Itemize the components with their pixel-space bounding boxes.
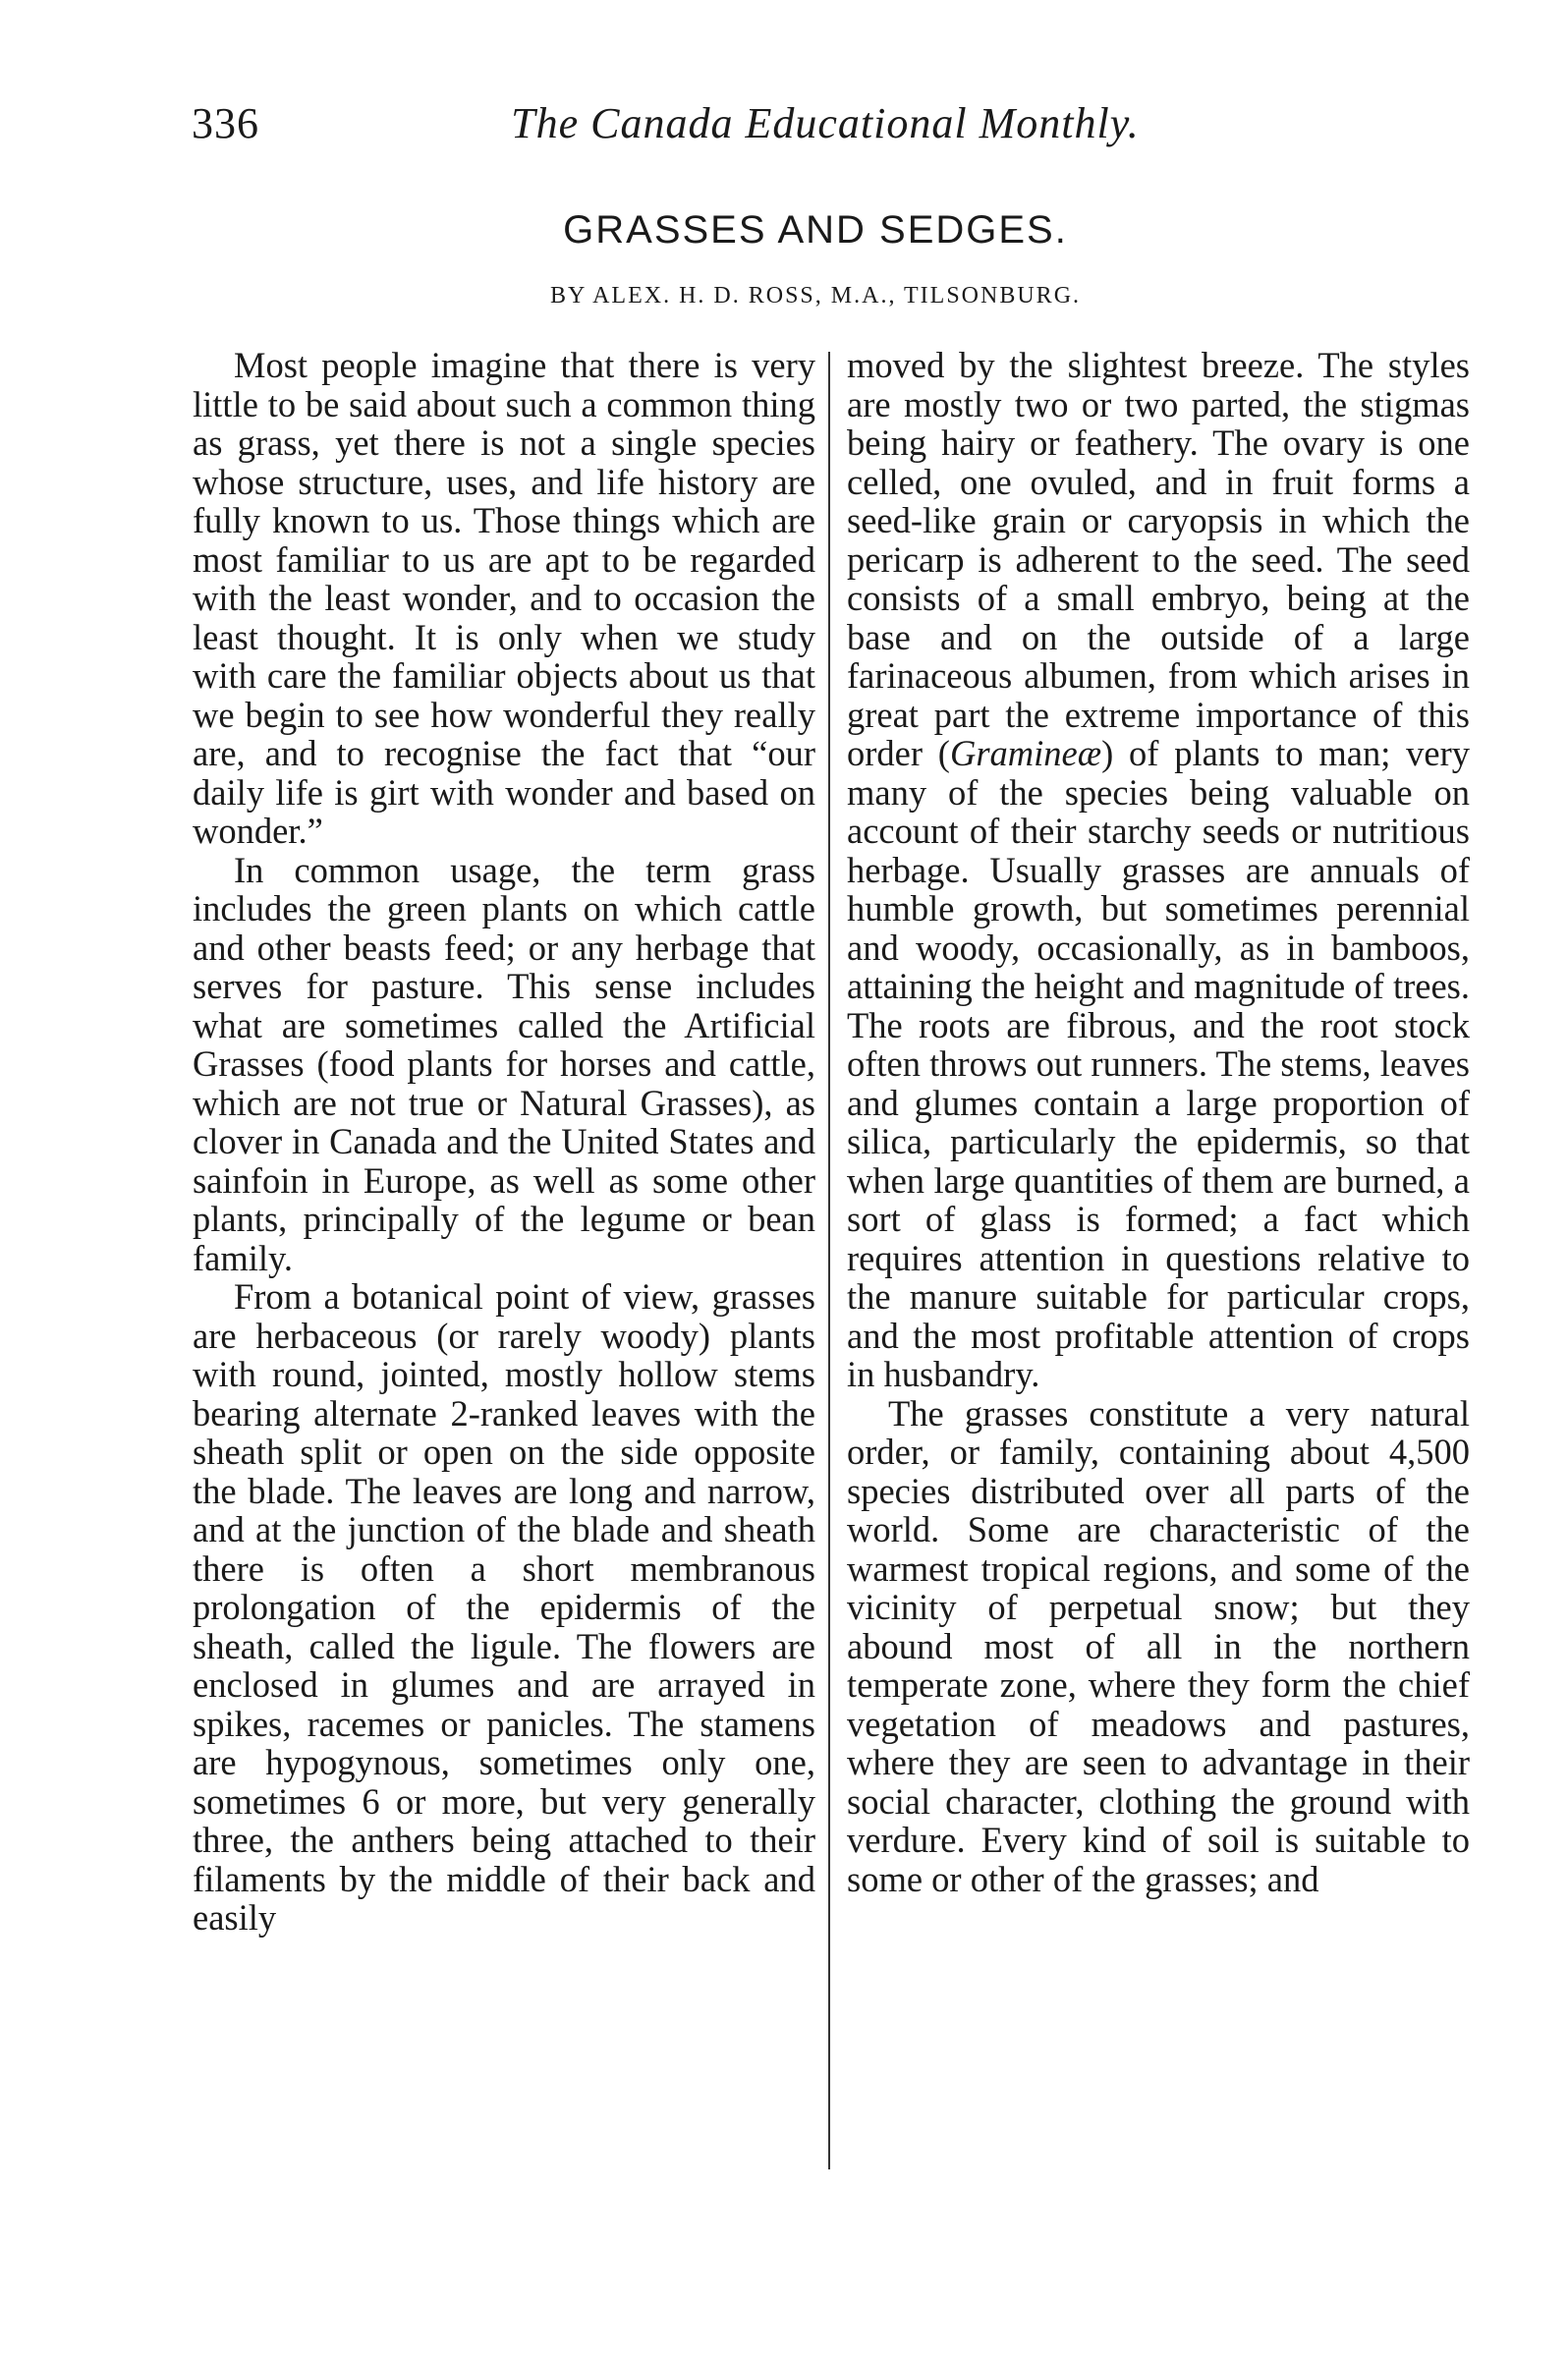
right-column (847, 346, 1470, 1898)
article-body (193, 346, 1470, 2183)
journal-title: The Canada Educational Monthly. (511, 99, 1140, 147)
paragraph: In common usage, the term grass includes the green plants on which cattle and other beasts feed; or any herbage that serves for pasture. This sense includes what are sometimes called the Artificial Grasses (food plants for horses and cattle, which are not true or Natural Grasses), as clover in Canada and the United States and sainfoin in Europe, as well as some other plants, principally of the legume or bean family. (193, 849, 815, 1278)
column-divider (828, 352, 830, 2169)
paragraph: Most people imagine that there is very little to be said about such a common thing as grass, yet there is not a single species whose structure, uses, and life history are fully known to us. Those things which are most familiar to us are apt to be regarded with the least wonder, and to occasion the least thought. It is only when we study with care the familiar objects about us that we begin to see how wonderful they really are, and to recognise the fact that “our daily life is girt with wonder and based on wonder.” (193, 345, 815, 851)
botanical-name: Gramineæ (949, 733, 1102, 773)
left-column (193, 346, 815, 1938)
paragraph: The grasses constitute a very natural order, or family, containing about 4,500 species distributed over all parts of the world. Some are characteristic of the warmest tropical regions, and some of the vicinity of perpetual snow; but they abound most of all in the northern temperate zone, where they form the chief vegetation of meadows and pastures, where they are seen to advantage in their social character, clothing the ground with verdure. Every kind of soil is suitable to some or other of the grasses; and (847, 1392, 1470, 1899)
paragraph-text: moved by the slightest breeze. The styles are mostly two or two parted, the stigmas being hairy or feathery. The ovary is one celled, one ovuled, and in fruit forms a seed-like grain or caryopsis in which the pericarp is adherent to the seed. The seed consists of a small embryo, being at the base and on the outside of a large farinaceous albumen, from which arises in great part the extreme importance of this order ( (847, 345, 1470, 773)
paragraph (847, 346, 1470, 1394)
page-number: 336 (192, 99, 259, 147)
article-byline: BY ALEX. H. D. ROSS, M.A., TILSONBURG. (549, 283, 1082, 309)
article-title: GRASSES AND SEDGES. (563, 208, 1068, 252)
running-head (192, 98, 1459, 167)
paragraph: From a botanical point of view, grasses are herbaceous (or rarely woody) plants with round, jointed, mostly hollow stems bearing alternate 2-ranked leaves with the sheath split or open on the side opposite the blade. The leaves are long and narrow, and at the junction of the blade and sheath there is often a short membranous prolongation of the epidermis of the sheath, called the ligule. The flowers are enclosed in glumes and are arrayed in spikes, racemes or panicles. The stamens are hypogynous, sometimes only one, sometimes 6 or more, but very generally three, the anthers being attached to their filaments by the middle of their back and easily (193, 1276, 815, 1938)
paragraph-text: ) of plants to man; very many of the species being valuable on account of their starchy seeds or nutritious herbage. Usually grasses are annuals of humble growth, but sometimes perennial and woody, occasionally, as in bamboos, attaining the height and magnitude of trees. The roots are fibrous, and the root stock often throws out runners. The stems, leaves and glumes contain a large proportion of silica, particularly the epidermis, so that when large quantities of them are burned, a sort of glass is formed; a fact which requires attention in questions relative to the manure suitable for particular crops, and the most profitable attention of crops in husbandry. (847, 733, 1470, 1394)
